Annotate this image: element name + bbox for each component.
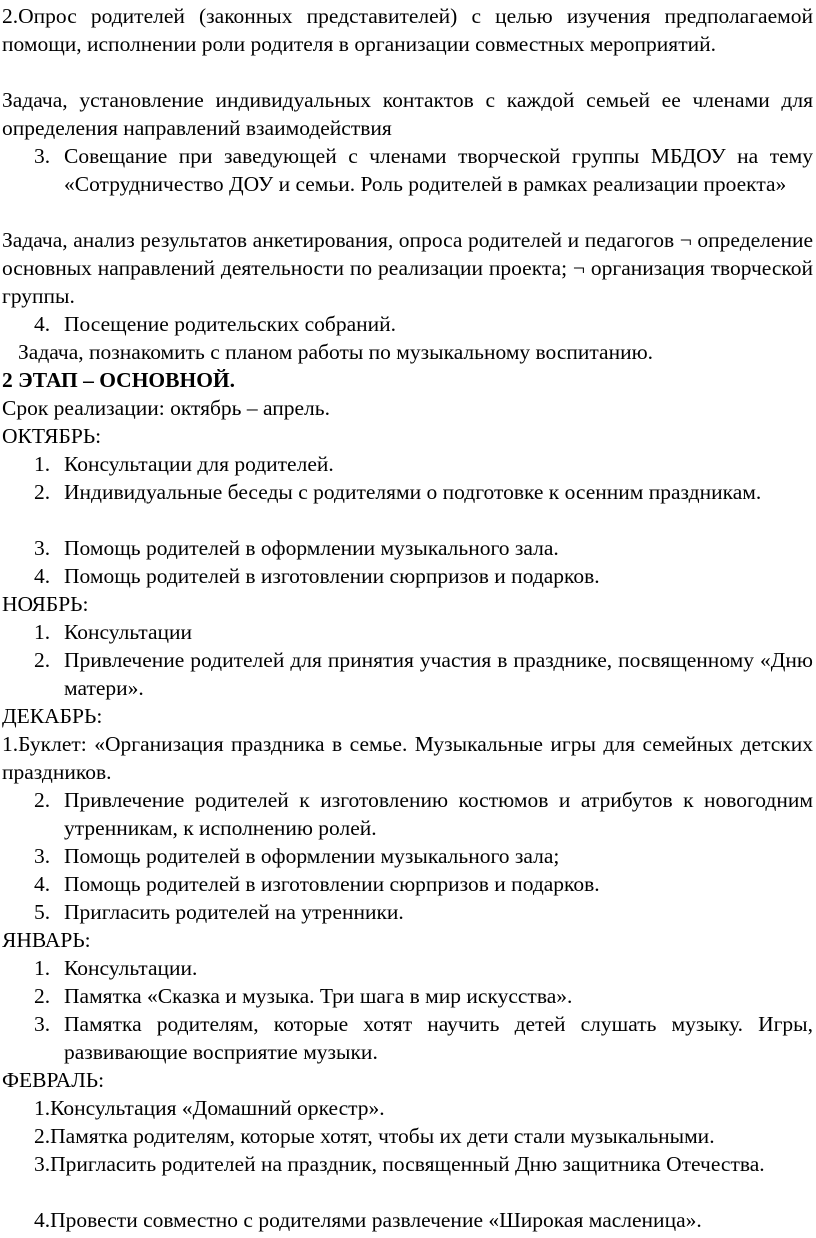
list-number: 3. bbox=[34, 536, 51, 560]
list-item: Пригласить родителей на утренники. bbox=[64, 900, 404, 924]
list-item: 1.Консультация «Домашний оркестр». bbox=[34, 1096, 385, 1120]
list-number: 3. bbox=[34, 844, 51, 868]
list-item: Помощь родителей в изготовлении сюрпризов и подарков. bbox=[64, 564, 600, 588]
month-heading-october: ОКТЯБРЬ: bbox=[2, 424, 102, 448]
list-item: 4.Провести совместно с родителями развлечение «Широкая масленица». bbox=[34, 1208, 702, 1232]
section-heading-stage-2: 2 ЭТАП – ОСНОВНОЙ. bbox=[2, 368, 236, 392]
list-number: 4. bbox=[34, 872, 51, 896]
list-number: 1. bbox=[34, 620, 51, 644]
list-item: Индивидуальные беседы с родителями о подготовке к осенним праздникам. bbox=[64, 480, 762, 504]
list-item: Консультации. bbox=[64, 956, 198, 980]
list-number: 4. bbox=[34, 564, 51, 588]
list-item: Помощь родителей в изготовлении сюрпризов и подарков. bbox=[64, 872, 600, 896]
list-number: 4. bbox=[34, 312, 51, 336]
list-item: Консультации bbox=[64, 620, 193, 644]
list-item-parent-meetings: Посещение родительских собраний. bbox=[64, 312, 397, 336]
paragraph-booklet: 1.Буклет: «Организация праздника в семье. Музыкальные игры для семейных детских праздников. bbox=[2, 732, 813, 784]
paragraph-task-analysis: Задача, анализ результатов анкетирования, опроса родителей и педагогов ¬ определение основных направлений деятельности по реализации проекта; ¬ организация творческой группы. bbox=[2, 228, 813, 308]
paragraph-term: Срок реализации: октябрь – апрель. bbox=[2, 396, 330, 420]
paragraph-task-contacts: Задача, установление индивидуальных контактов с каждой семьей ее членами для определения направлений взаимодействия bbox=[2, 88, 813, 140]
list-number: 3. bbox=[34, 1012, 51, 1036]
list-number: 2. bbox=[34, 984, 51, 1008]
list-number: 2. bbox=[34, 648, 51, 672]
list-item: Помощь родителей в оформлении музыкального зала. bbox=[64, 536, 559, 560]
month-heading-february: ФЕВРАЛЬ: bbox=[2, 1068, 105, 1092]
list-item: Памятка «Сказка и музыка. Три шага в мир искусства». bbox=[64, 984, 573, 1008]
list-number: 2. bbox=[34, 788, 51, 812]
paragraph-task-plan: Задача, познакомить с планом работы по музыкальному воспитанию. bbox=[18, 340, 654, 364]
list-number: 5. bbox=[34, 900, 51, 924]
list-item: Консультации для родителей. bbox=[64, 452, 334, 476]
paragraph-survey: 2.Опрос родителей (законных представителей) с целью изучения предполагаемой помощи, исполнении роли родителя в организации совместных мероприятий. bbox=[2, 4, 813, 56]
list-number: 1. bbox=[34, 452, 51, 476]
list-number: 3. bbox=[34, 144, 51, 168]
list-item: 3.Пригласить родителей на праздник, посвященный Дню защитника Отечества. bbox=[34, 1152, 765, 1176]
list-item: Привлечение родителей для принятия участия в празднике, посвященному «Дню матери». bbox=[64, 648, 813, 700]
month-heading-november: НОЯБРЬ: bbox=[2, 592, 89, 616]
list-item: Привлечение родителей к изготовлению костюмов и атрибутов к новогодним утренникам, к исполнению ролей. bbox=[64, 788, 813, 840]
list-item-meeting: Совещание при заведующей с членами творческой группы МБДОУ на тему «Сотрудничество ДОУ и семьи. Роль родителей в рамках реализации проекта» bbox=[64, 144, 813, 196]
list-item: Помощь родителей в оформлении музыкального зала; bbox=[64, 844, 560, 868]
month-heading-december: ДЕКАБРЬ: bbox=[2, 704, 103, 728]
month-heading-january: ЯНВАРЬ: bbox=[2, 928, 91, 952]
list-number: 1. bbox=[34, 956, 51, 980]
list-item: 2.Памятка родителям, которые хотят, чтобы их дети стали музыкальными. bbox=[34, 1124, 715, 1148]
list-item: Памятка родителям, которые хотят научить детей слушать музыку. Игры, развивающие восприятие музыки. bbox=[64, 1012, 813, 1064]
list-number: 2. bbox=[34, 480, 51, 504]
